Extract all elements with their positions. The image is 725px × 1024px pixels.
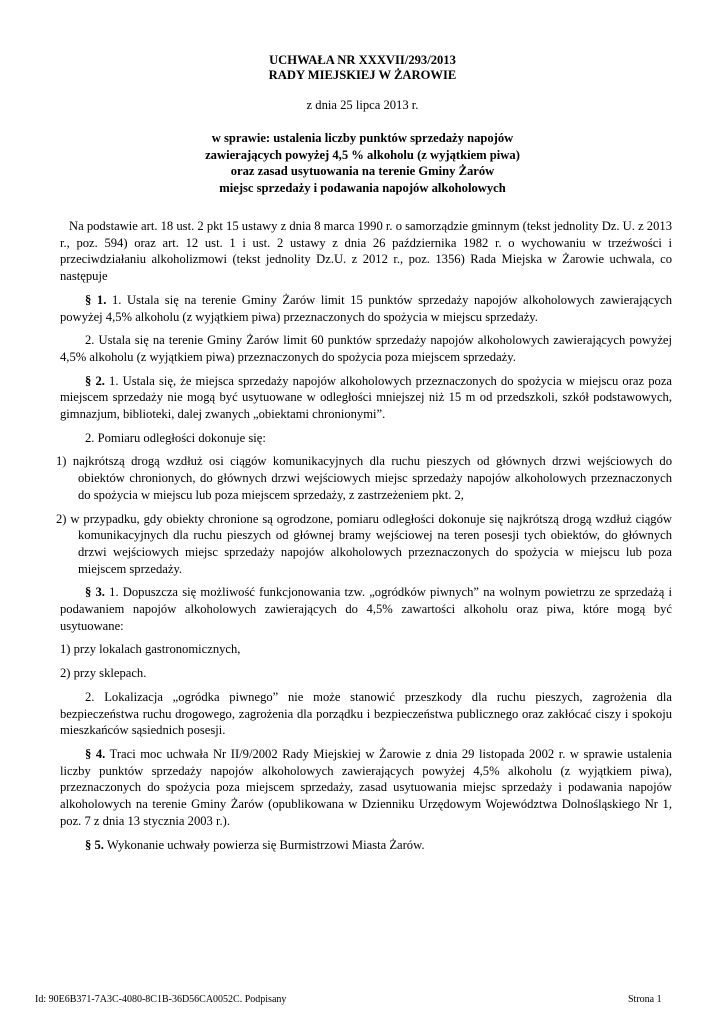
council-name: RADY MIEJSKIEJ W ŻAROWIE	[268, 68, 457, 82]
section-3-text: 1. Dopuszcza się możliwość funkcjonowania tzw. „ogródków piwnych” na wolnym powietrzu ze sprzedażą i podawaniem napojów alkoholowych zawierających do 4,5% zawartości alkoholu oraz piwa, które mogą być usytuowane:	[60, 585, 673, 633]
section-3-paragraph-1	[60, 584, 672, 634]
subject-line: miejsc sprzedaży i podawania napojów alkoholowych	[219, 180, 506, 195]
document-id-footer: Id: 90E6B371-7A3C-4080-8C1B-36D56CA0052C. Podpisany	[35, 994, 287, 1005]
section-4-label: § 4.	[85, 746, 106, 761]
subject-line: zawierających powyżej 4,5 % alkoholu (z wyjątkiem piwa)	[205, 147, 520, 162]
list-item: 1) przy lokalach gastronomicznych,	[60, 642, 241, 657]
section-5-label: § 5.	[85, 837, 104, 852]
section-4-paragraph	[60, 746, 672, 830]
section-2-text: 1. Ustala się, że miejsca sprzedaży napojów alkoholowych przeznaczonych do spożycia w miejscu oraz poza miejscem sprzedaży nie mogą być usytuowane w odległości mniejszej niż 15 m od przedszkoli, szkół podstawowych, gimnazjum, biblioteki, dalej zwanych „obiektami chronionymi”.	[60, 373, 673, 422]
section-1-paragraph-1	[60, 292, 672, 325]
section-3-paragraph-2: 2. Lokalizacja „ogródka piwnego” nie może stanowić przeszkody dla ruchu pieszych, zagrożenia dla bezpieczeństwa ruchu drogowego, zagrożenia dla porządku i bezpieczeństwa publicznego oraz zakłócać ciszy i spokoju mieszkańców sąsiednich posesji.	[60, 689, 672, 738]
section-2-paragraph-2: 2. Pomiaru odległości dokonuje się:	[85, 430, 266, 445]
resolution-date: z dnia 25 lipca 2013 r.	[306, 98, 419, 112]
resolution-body	[56, 218, 673, 860]
page-number-footer: Strona 1	[628, 994, 662, 1005]
legal-basis-paragraph: Na podstawie art. 18 ust. 2 pkt 15 ustawy z dnia 8 marca 1990 r. o samorządzie gminnym (tekst jednolity Dz. U. z 2013 r., poz. 594) oraz art. 12 ust. 1 i ust. 2 ustawy z dnia 26 października 1982 r. o wychowaniu w trzeźwości i przeciwdziałaniu alkoholizmowi (tekst jednolity Dz.U. z 2012 r., poz. 1356) Rada Miejska w Żarowie uchwala, co następuje	[60, 219, 672, 284]
section-4-text: Traci moc uchwała Nr II/9/2002 Rady Miejskiej w Żarowie z dnia 29 listopada 2002 r. w sprawie ustalenia liczby punktów sprzedaży napojów alkoholowych zawierających powyżej 4,5% alkoholu (z wyjątkiem piwa), przeznaczonych do spożycia poza miejscem sprzedaży, zasad usytuowania miejsc sprzedaży i podawania napojów alkoholowych na terenie Gminy Żarów (opublikowana w Dzienniku Urzędowym Województwa Dolnośląskiego Nr 1, poz. 7 z dnia 13 stycznia 2003 r.).	[60, 746, 673, 828]
subject-line: oraz zasad usytuowania na terenie Gminy Żarów	[230, 164, 495, 178]
section-5-text: Wykonanie uchwały powierza się Burmistrzowi Miasta Żarów.	[106, 837, 425, 852]
section-5-paragraph	[60, 837, 672, 854]
section-1-text: 1. Ustala się na terenie Gminy Żarów limit 15 punktów sprzedaży napojów alkoholowych zawierających powyżej 4,5% alkoholu (z wyjątkiem piwa) przeznaczonych do spożycia w miejscu sprzedaży.	[60, 292, 672, 324]
section-2-label: § 2.	[85, 373, 105, 388]
section-1-label: § 1.	[85, 292, 107, 307]
section-2-paragraph-1	[60, 373, 672, 423]
subject-line: w sprawie: ustalenia liczby punktów sprzedaży napojów	[211, 131, 514, 145]
section-1-paragraph-2: 2. Ustala się na terenie Gminy Żarów limit 60 punktów sprzedaży napojów alkoholowych zawierających powyżej 4,5% alkoholu (z wyjątkiem piwa) przeznaczonych do spożycia poza miejscem sprzedaży.	[60, 333, 672, 364]
section-3-label: § 3.	[85, 585, 105, 600]
list-item: 1) najkrótszą drogą wzdłuż osi ciągów komunikacyjnych dla ruchu pieszych od głównych drzwi wejściowych do obiektów chronionych, do głównych drzwi wejściowych miejsc sprzedaży napojów alkoholowych przeznaczonych do spożycia w miejscu lub poza miejscem sprzedaży, z zastrzeżeniem pkt. 2,	[56, 454, 672, 502]
list-item: 2) przy sklepach.	[60, 666, 147, 681]
list-item: 2) w przypadku, gdy obiekty chronione są ogrodzone, pomiaru odległości dokonuje się najkrótszą drogą wzdłuż ciągów komunikacyjnych dla ruchu pieszych od głównej bramy wejściowej na teren posesji tych obiektów, do głównych drzwi wejściowych miejsc sprzedaży napojów alkoholowych przeznaczonych do spożycia w miejscu lub poza miejscem sprzedaży.	[56, 511, 672, 576]
resolution-number: UCHWAŁA NR XXXVII/293/2013	[269, 53, 456, 67]
